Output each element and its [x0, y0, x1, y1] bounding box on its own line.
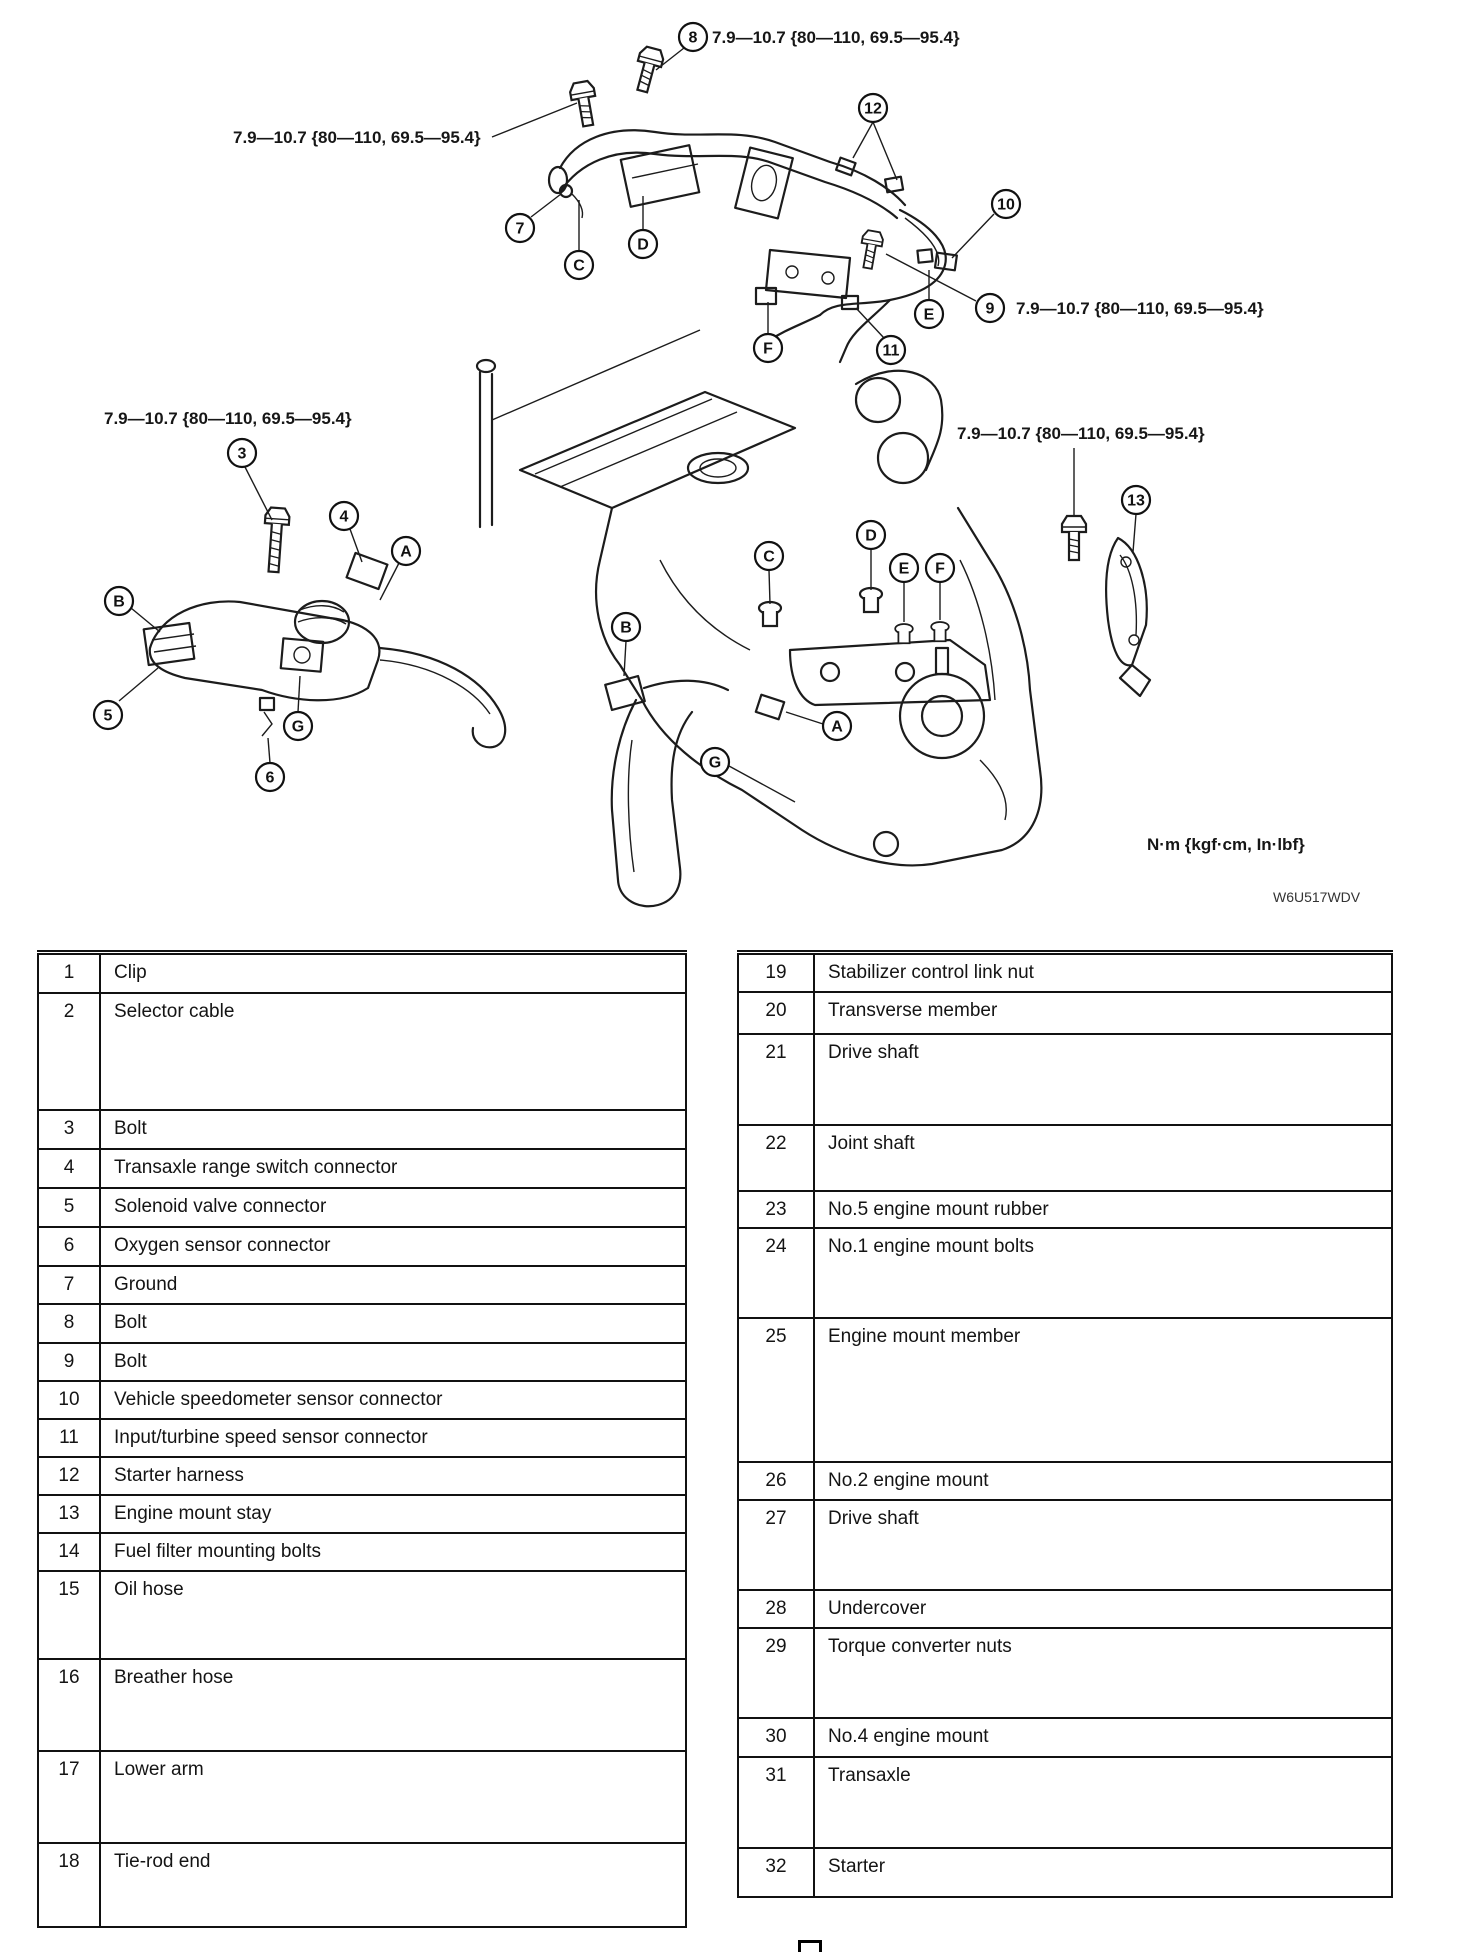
callout-4 — [330, 502, 358, 530]
table-row — [38, 1110, 686, 1149]
part-label: Transverse member — [814, 992, 1392, 1034]
part-label: Transaxle range switch connector — [100, 1149, 686, 1188]
callout-12 — [859, 94, 887, 122]
table-row — [38, 993, 686, 1110]
callout-letter-e-top — [915, 300, 943, 328]
table-row — [738, 1318, 1392, 1462]
part-number: 10 — [38, 1381, 100, 1419]
table-row — [38, 1533, 686, 1571]
table-row — [38, 1304, 686, 1343]
svg-text:F: F — [763, 340, 773, 358]
part-label: Starter harness — [100, 1457, 686, 1495]
part-number: 13 — [38, 1495, 100, 1533]
torque-label-top: 7.9—10.7 {80—110, 69.5—95.4} — [712, 28, 960, 47]
table-row — [738, 1590, 1392, 1628]
selector-switch-assembly-art — [144, 507, 505, 747]
engine-diagram-svg — [0, 0, 1472, 945]
svg-text:F: F — [935, 560, 945, 578]
svg-text:9: 9 — [985, 300, 995, 318]
part-number: 28 — [738, 1590, 814, 1628]
svg-text:G: G — [708, 754, 722, 772]
table-row — [738, 992, 1392, 1034]
table-row — [738, 953, 1392, 992]
part-label: Drive shaft — [814, 1034, 1392, 1125]
part-label: Stabilizer control link nut — [814, 953, 1392, 992]
table-row — [38, 1227, 686, 1266]
part-number: 12 — [38, 1457, 100, 1495]
part-number: 32 — [738, 1848, 814, 1897]
part-label: Transaxle — [814, 1757, 1392, 1848]
svg-text:D: D — [865, 527, 877, 545]
svg-text:A: A — [400, 543, 412, 561]
part-number: 3 — [38, 1110, 100, 1149]
table-row — [738, 1848, 1392, 1897]
callout-3 — [228, 439, 256, 467]
table-row — [38, 1457, 686, 1495]
callout-letter-d-right — [857, 521, 885, 549]
cropped-footer-mark — [798, 1940, 822, 1952]
part-label: Breather hose — [100, 1659, 686, 1751]
part-number: 18 — [38, 1843, 100, 1927]
part-label: Clip — [100, 953, 686, 993]
torque-label-upper-left: 7.9—10.7 {80—110, 69.5—95.4} — [233, 128, 481, 147]
table-row — [738, 1034, 1392, 1125]
part-label: Selector cable — [100, 993, 686, 1110]
part-number: 24 — [738, 1228, 814, 1318]
figure-code: W6U517WDV — [1273, 889, 1361, 905]
svg-text:D: D — [637, 236, 649, 254]
table-row — [38, 1495, 686, 1533]
table-row — [738, 1718, 1392, 1757]
table-row — [38, 1343, 686, 1381]
callout-letter-a-left — [392, 537, 420, 565]
part-number: 14 — [38, 1533, 100, 1571]
part-label: Input/turbine speed sensor connector — [100, 1419, 686, 1457]
part-number: 8 — [38, 1304, 100, 1343]
svg-text:11: 11 — [882, 342, 900, 360]
callout-5 — [94, 701, 122, 729]
part-number: 29 — [738, 1628, 814, 1718]
table-row — [38, 1381, 686, 1419]
harness-pipe-assembly-art — [549, 45, 957, 362]
part-label: Oxygen sensor connector — [100, 1227, 686, 1266]
svg-text:B: B — [620, 619, 632, 637]
callout-9 — [976, 294, 1004, 322]
engine-block-art — [477, 330, 1041, 865]
part-label: Bolt — [100, 1110, 686, 1149]
part-number: 17 — [38, 1751, 100, 1843]
table-row — [38, 1571, 686, 1659]
part-number: 19 — [738, 953, 814, 992]
torque-label-mid-right: 7.9—10.7 {80—110, 69.5—95.4} — [957, 424, 1205, 443]
part-label: Oil hose — [100, 1571, 686, 1659]
part-label: Vehicle speedometer sensor connector — [100, 1381, 686, 1419]
part-number: 2 — [38, 993, 100, 1110]
svg-text:10: 10 — [997, 196, 1015, 214]
callout-letter-a-right — [823, 712, 851, 740]
callout-13 — [1122, 486, 1150, 514]
callout-10 — [992, 190, 1020, 218]
part-number: 6 — [38, 1227, 100, 1266]
table-row — [38, 1751, 686, 1843]
part-label: Torque converter nuts — [814, 1628, 1392, 1718]
part-label: No.5 engine mount rubber — [814, 1191, 1392, 1228]
parts-table-right — [737, 950, 1393, 1898]
callout-letter-f-top — [754, 334, 782, 362]
part-number: 21 — [738, 1034, 814, 1125]
svg-text:G: G — [291, 718, 305, 736]
part-label: No.1 engine mount bolts — [814, 1228, 1392, 1318]
part-label: Lower arm — [100, 1751, 686, 1843]
part-number: 5 — [38, 1188, 100, 1227]
part-label: Undercover — [814, 1590, 1392, 1628]
part-number: 11 — [38, 1419, 100, 1457]
callout-letter-c-right — [755, 542, 783, 570]
svg-text:E: E — [898, 560, 910, 578]
part-number: 4 — [38, 1149, 100, 1188]
table-row — [38, 1188, 686, 1227]
callout-letter-b-right — [612, 613, 640, 641]
callout-letter-g-right — [701, 748, 729, 776]
callout-7 — [506, 214, 534, 242]
svg-text:4: 4 — [339, 508, 349, 526]
table-row — [38, 1419, 686, 1457]
part-label: Drive shaft — [814, 1500, 1392, 1590]
callout-6 — [256, 763, 284, 791]
part-number: 25 — [738, 1318, 814, 1462]
engine-mount-assembly-art — [605, 516, 1150, 906]
part-number: 30 — [738, 1718, 814, 1757]
part-label: Tie-rod end — [100, 1843, 686, 1927]
part-number: 9 — [38, 1343, 100, 1381]
svg-text:C: C — [763, 548, 775, 566]
parts-table-left — [37, 950, 687, 1928]
part-number: 31 — [738, 1757, 814, 1848]
svg-text:5: 5 — [103, 707, 113, 725]
callout-letter-c-top — [565, 251, 593, 279]
table-row — [738, 1757, 1392, 1848]
part-label: Bolt — [100, 1304, 686, 1343]
table-row — [38, 953, 686, 993]
table-row — [738, 1191, 1392, 1228]
table-row — [738, 1462, 1392, 1500]
part-label: Engine mount member — [814, 1318, 1392, 1462]
svg-text:13: 13 — [1127, 492, 1145, 510]
callout-letter-e-right — [890, 554, 918, 582]
part-label: Solenoid valve connector — [100, 1188, 686, 1227]
part-label: Engine mount stay — [100, 1495, 686, 1533]
svg-text:E: E — [923, 306, 935, 324]
part-number: 16 — [38, 1659, 100, 1751]
part-number: 1 — [38, 953, 100, 993]
table-row — [738, 1628, 1392, 1718]
callout-letter-b-left — [105, 587, 133, 615]
svg-text:7: 7 — [515, 220, 525, 238]
svg-text:A: A — [831, 718, 843, 736]
part-number: 15 — [38, 1571, 100, 1659]
part-number: 22 — [738, 1125, 814, 1191]
svg-text:B: B — [113, 593, 125, 611]
callout-11 — [877, 336, 905, 364]
torque-label-mid-left: 7.9—10.7 {80—110, 69.5—95.4} — [104, 409, 352, 428]
part-number: 7 — [38, 1266, 100, 1304]
callout-letter-g-left — [284, 712, 312, 740]
table-row — [738, 1500, 1392, 1590]
part-label: Bolt — [100, 1343, 686, 1381]
part-number: 26 — [738, 1462, 814, 1500]
part-label: No.2 engine mount — [814, 1462, 1392, 1500]
torque-label-upper-right: 7.9—10.7 {80—110, 69.5—95.4} — [1016, 299, 1264, 318]
svg-text:C: C — [573, 257, 585, 275]
part-label: Starter — [814, 1848, 1392, 1897]
table-row — [738, 1125, 1392, 1191]
part-number: 23 — [738, 1191, 814, 1228]
part-label: Fuel filter mounting bolts — [100, 1533, 686, 1571]
callout-letter-d-top — [629, 230, 657, 258]
part-label: Ground — [100, 1266, 686, 1304]
table-row — [738, 1228, 1392, 1318]
unit-note: N·m {kgf·cm, In·lbf} — [1147, 835, 1305, 854]
engine-removal-diagram — [0, 0, 1472, 945]
part-label: Joint shaft — [814, 1125, 1392, 1191]
callout-8 — [679, 23, 707, 51]
table-row — [38, 1266, 686, 1304]
table-row — [38, 1843, 686, 1927]
svg-text:8: 8 — [688, 29, 698, 47]
table-row — [38, 1659, 686, 1751]
svg-text:12: 12 — [864, 100, 882, 118]
part-number: 27 — [738, 1500, 814, 1590]
part-label: No.4 engine mount — [814, 1718, 1392, 1757]
callout-letter-f-right — [926, 554, 954, 582]
svg-text:6: 6 — [265, 769, 275, 787]
svg-text:3: 3 — [237, 445, 247, 463]
table-row — [38, 1149, 686, 1188]
part-number: 20 — [738, 992, 814, 1034]
